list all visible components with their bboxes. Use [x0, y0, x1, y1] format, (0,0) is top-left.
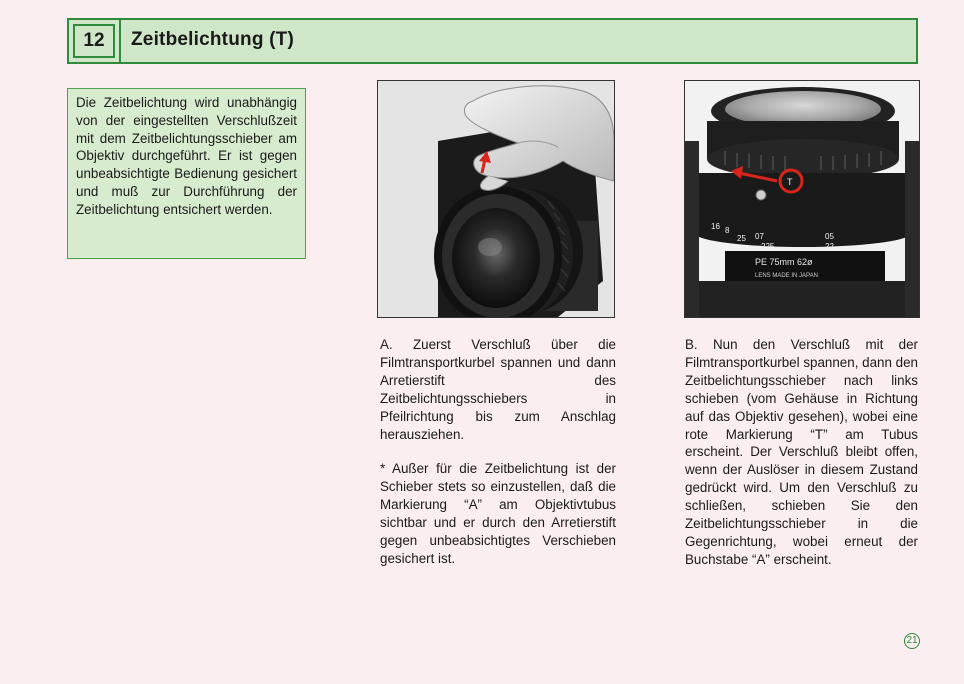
- section-number: 12: [73, 24, 115, 58]
- photo-a-illustration: [378, 81, 614, 317]
- caption-a-note: * Außer für die Zeitbelichtung ist der Schieber stets so einzustellen, daß die Markierung “A” am Objektivtubus sichtbar und er durch den Arretierstift gegen unbeabsichtigtes Verschieben gesichert ist.: [380, 461, 616, 566]
- header-divider: [119, 20, 121, 62]
- scale-value: 8: [725, 226, 730, 235]
- photo-b-illustration: [685, 81, 919, 317]
- scale-value: 25: [737, 234, 746, 243]
- t-marker-label: T: [787, 177, 793, 187]
- scale-value: 05: [825, 232, 834, 241]
- caption-b: B. Nun den Verschluß mit der Filmtransportkurbel spannen, dann den Zeitbelichtungsschieber nach links schieben (vom Gehäuse in Richtung auf das Objektiv gesehen), wobei eine rote Markierung “T” am Tubus erscheint. Der Verschluß bleibt offen, wenn der Auslöser in diesem Zustand gedrückt wird. Um den Verschluß zu schließen, schieben Sie den Zeitbelichtungsschieber in die Gegenrichtung, wobei erneut der Buchstabe “A” erscheint.: [685, 337, 918, 567]
- scale-value: 07: [755, 232, 764, 241]
- caption-a: A. Zuerst Verschluß über die Filmtransportkurbel spannen und dann Arretierstift des Zeitbelichtungsschiebers in Pfeilrichtung bis zum Anschlag herausziehen.: [380, 337, 616, 442]
- scale-value: 225: [761, 242, 775, 251]
- intro-text: Die Zeitbelichtung wird unabhängig von der eingestellten Verschlußzeit mit dem Zeitbelichtungsschieber am Objektiv durchgeführt. Er ist gegen unbeabsichtigte Bedienung gesichert und muß zur Durchführung der Zeitbelichtung entsichert werden.: [76, 95, 297, 217]
- page-number: 21: [904, 633, 920, 649]
- intro-box: [67, 88, 306, 259]
- photo-b: [684, 80, 920, 318]
- made-in-label: LENS MADE IN JAPAN: [755, 273, 818, 279]
- section-header: [67, 18, 918, 64]
- photo-a: [377, 80, 615, 318]
- lens-label: PE 75mm 62ø: [755, 257, 813, 267]
- scale-value: 16: [711, 222, 720, 231]
- section-title: Zeitbelichtung (T): [131, 29, 294, 50]
- scale-value: 22: [825, 242, 834, 251]
